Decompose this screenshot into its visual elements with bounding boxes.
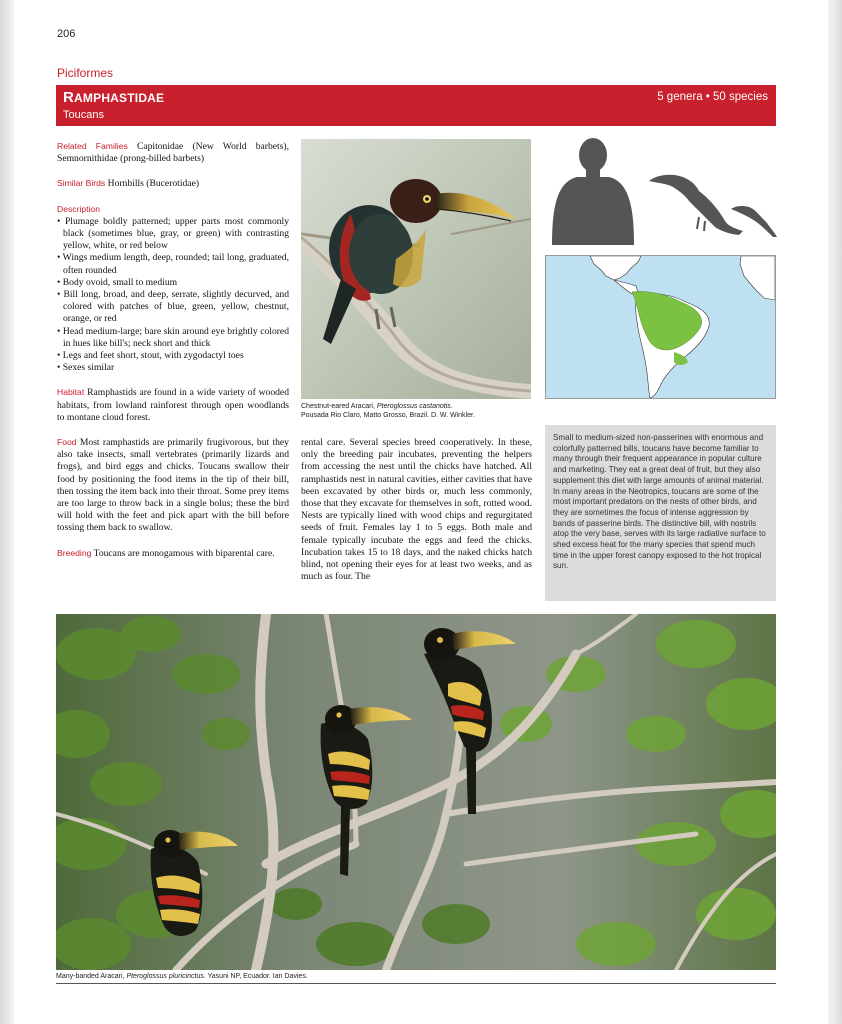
aracari-photo-graphic	[301, 139, 531, 399]
description-item: • Head medium-large; bare skin around eye brightly colored in hues like bill's; neck short and thick	[57, 326, 289, 350]
description-item: • Wings medium length, deep, rounded; tail long, graduated, often rounded	[57, 252, 289, 276]
bottom-caption-species: Pteroglossus pluricinctus	[126, 973, 204, 980]
description-item: • Bill long, broad, and deep, serrate, slightly decurved, and colored with patches of blue, green, yellow, chestnut, orange, or red	[57, 289, 289, 326]
food-paragraph	[57, 436, 289, 535]
related-families-text: Capitonidae (New World barbets), Semnornithidae (prong-billed barbets)	[57, 141, 289, 165]
page-number: 206	[57, 28, 76, 40]
description-item: • Legs and feet short, stout, with zygodactyl toes	[57, 350, 289, 362]
breeding-continued-text: rental care. Several species breed cooperatively. In these, only the breeding pair incubates, preventing the helpers from accessing the nest until the chicks have hatched. All ramphastids nest in natural cavities, either cavities that have been excavated by other birds or, much less commonly, those that they excavate for themselves in soft, rotted wood. Nests are typically lined with wood chips and regurgitated seeds of fruit. Females lay 1 to 5 eggs. Both male and female typically incubate the eggs and feed the chicks. Incubation takes 15 to 18 days, and the naked chicks hatch blind, not opening their eyes for at least two weeks, and as much as four. The	[301, 437, 532, 583]
many-banded-aracari-photo	[56, 614, 776, 970]
description-list	[57, 216, 289, 375]
description-item: • Body ovoid, small to medium	[57, 277, 289, 289]
family-banner	[56, 85, 776, 126]
breeding-label: Breeding	[57, 547, 92, 558]
breeding-paragraph	[57, 547, 289, 560]
family-name-initial: R	[63, 89, 75, 106]
habitat-label: Habitat	[57, 387, 85, 398]
similar-birds-paragraph	[57, 177, 289, 190]
family-common-name: Toucans	[63, 109, 104, 121]
top-caption-prefix: Chestnut-eared Aracari,	[301, 403, 377, 410]
aracari-photo	[301, 139, 531, 399]
page-edge-left	[0, 0, 14, 1024]
size-silhouette-graphic	[547, 137, 777, 249]
toucan-silhouette-large-icon	[649, 175, 743, 235]
bottom-caption-suffix: . Yasuni NP, Ecuador. Ian Davies.	[203, 973, 308, 980]
food-label: Food	[57, 437, 77, 448]
range-map	[545, 255, 776, 399]
similar-birds-text: Hornbills (Bucerotidae)	[107, 178, 200, 190]
book-page	[14, 0, 828, 1024]
left-text-column	[57, 140, 289, 572]
top-caption-line-1	[301, 403, 536, 412]
related-families-paragraph	[57, 140, 289, 165]
family-summary-text: Small to medium-sized non-passerines with enormous and colorfully patterned bills, toucans have become familiar to many through their frequent appearance in popular culture and marketing. They eat a great deal of fruit, but they also supplement this diet with large amounts of animal material. In many areas in the Neotropics, toucans are some of the most important predators on the nests of other birds, and they are sometimes the focus of intense aggression by bands of passerine birds. The distinctive bill, with nostrils atop the very base, serves with its large radiative surface to shed excess heat for the many species that spend much time in the upper forest canopy exposed to the hot tropical sun.	[553, 433, 766, 571]
range-map-graphic	[546, 256, 775, 398]
page-edge-right	[828, 0, 842, 1024]
middle-text-column	[301, 437, 532, 583]
breeding-text: Toucans are monogamous with biparental care.	[93, 547, 275, 559]
food-text: Most ramphastids are primarily frugivorous, but they also take insects, small vertebrates (primarily lizards and frogs), and bird eggs and chicks. Toucans swallow their food by positioning the food items in the tip of their bill, then tossing the item back into their throat. Some prey items are too large to throw back in a single bolus; these the bird will hold with the feet and pick apart with the bill before tossing them back to swallow.	[57, 437, 289, 534]
family-species-count: 5 genera • 50 species	[657, 91, 768, 103]
habitat-paragraph	[57, 386, 289, 424]
bottom-photo-caption	[56, 973, 776, 984]
description-section	[57, 203, 289, 375]
order-name: Piciformes	[57, 66, 114, 80]
family-name-rest: AMPHASTIDAE	[74, 91, 165, 105]
description-item: • Plumage boldly patterned; upper parts most commonly black (sometimes blue, gray, or green) with contrasting yellow, white, or red below	[57, 216, 289, 253]
size-comparison-silhouettes	[547, 137, 777, 249]
similar-birds-label: Similar Birds	[57, 178, 106, 189]
description-label: Description	[57, 203, 100, 214]
top-photo-caption	[301, 403, 536, 420]
related-families-label: Related Families	[57, 141, 128, 151]
family-summary-box	[545, 425, 776, 601]
top-caption-suffix: .	[450, 403, 453, 410]
top-caption-species: Pteroglossus castanotis	[376, 403, 451, 410]
description-item: • Sexes similar	[57, 362, 289, 374]
human-silhouette-icon	[552, 138, 634, 245]
habitat-text: Ramphastids are found in a wide variety of wooded habitats, from lowland rainforest through open woodlands to montane cloud forest.	[57, 387, 289, 423]
top-caption-line-2: Pousada Rio Claro, Matto Grosso, Brazil. D. W. Winkler.	[301, 411, 475, 419]
family-name	[63, 89, 164, 106]
bottom-caption-prefix: Many-banded Aracari,	[56, 973, 127, 980]
many-banded-aracari-graphic	[56, 614, 776, 970]
